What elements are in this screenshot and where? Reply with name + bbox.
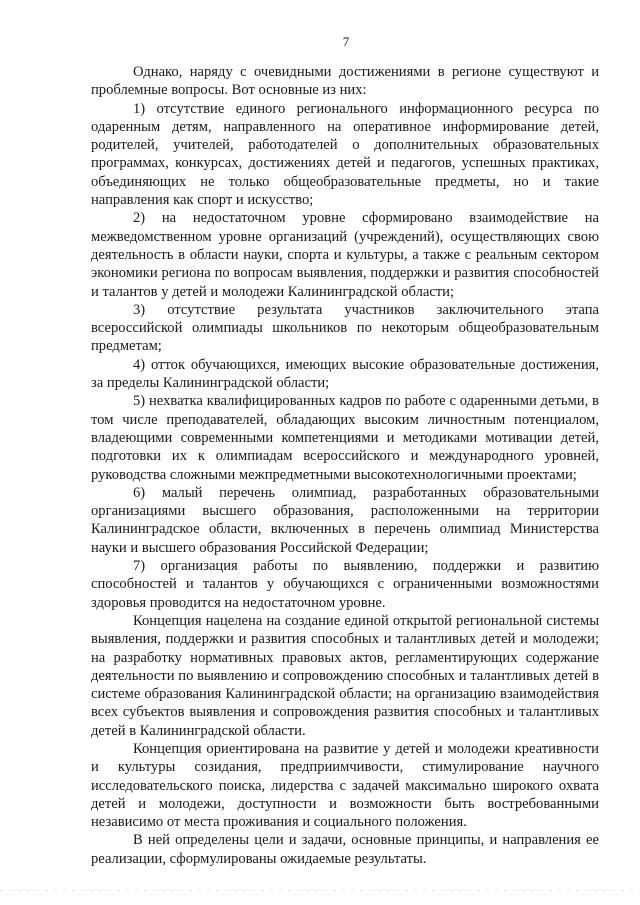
document-body (91, 63, 599, 868)
concept-summary-paragraph: В ней определены цели и задачи, основные принципы, и направления ее реализации, сформулированы ожидаемые результаты. (91, 832, 599, 867)
problem-item-3: 3) отсутствие результата участников заключительного этапа всероссийской олимпиады школьников по некоторым общеобразовательным предметам; (91, 301, 599, 355)
problem-item-1: 1) отсутствие единого регионального информационного ресурса по одаренным детям, направленного на оперативное информирование детей, родителей, учителей, работодателей о дополнительных образовательных программах, конкурсах, достижениях детей и педагогов, успешных практиках, объединяющих не только общеобразовательные предметы, но и такие направления как спорт и искусство; (91, 100, 599, 209)
page-number: 7 (342, 34, 350, 49)
scan-edge-artifact (0, 890, 640, 891)
problem-item-7: 7) организация работы по выявлению, поддержки и развитию способностей и талантов у обучающихся с ограниченными возможностями здоровья проводится на недостаточном уровне. (91, 558, 599, 611)
problem-item-4: 4) отток обучающихся, имеющих высокие образовательные достижения, за пределы Калининградской области; (91, 356, 599, 392)
intro-paragraph: Однако, наряду с очевидными достижениями в регионе существуют и проблемные вопросы. Вот основные из них: (91, 64, 599, 99)
concept-orientation-paragraph: Концепция ориентирована на развитие у детей и молодежи креативности и культуры созидания, предприимчивости, стимулирование научного исследовательского поиска, лидерства с задачей максимально широкого охвата детей и молодежи, доступности и возможности быть востребованными независимо от места проживания и социального положения. (91, 740, 599, 831)
concept-goal-paragraph: Концепция нацелена на создание единой открытой региональной системы выявления, поддержки и развития способных и талантливых детей и молодежи; на разработку нормативных правовых актов, регламентирующих содержание деятельности по выявлению и сопровождению способных и талантливых детей в системе образования Калининградской области; на организацию взаимодействия всех субъектов выявления и сопровождения развития способных и талантливых детей в Калининградской области. (91, 612, 599, 739)
problem-item-5: 5) нехватка квалифицированных кадров по работе с одаренными детьми, в том числе преподавателей, обладающих высоким личностным потенциалом, владеющими современными компетенциями и методиками мотивации детей, подготовки их к олимпиадам всероссийского и международного уровней, руководства сложными межпредметными высокотехнологичными проектами; (91, 393, 599, 483)
problem-item-2: 2) на недостаточном уровне сформировано взаимодействие на межведомственном уровне организаций (учреждений), осуществляющих свою деятельность в области науки, спорта и культуры, а также с реальным сектором экономики региона по вопросам выявления, поддержки и развития способностей и талантов у детей и молодежи Калининградской области; (91, 210, 599, 300)
problem-item-6: 6) малый перечень олимпиад, разработанных образовательными организациями высшего образования, расположенными на территории Калининградское области, включенных в перечень олимпиад Министерства науки и высшего образования Российской Федерации; (91, 484, 599, 556)
